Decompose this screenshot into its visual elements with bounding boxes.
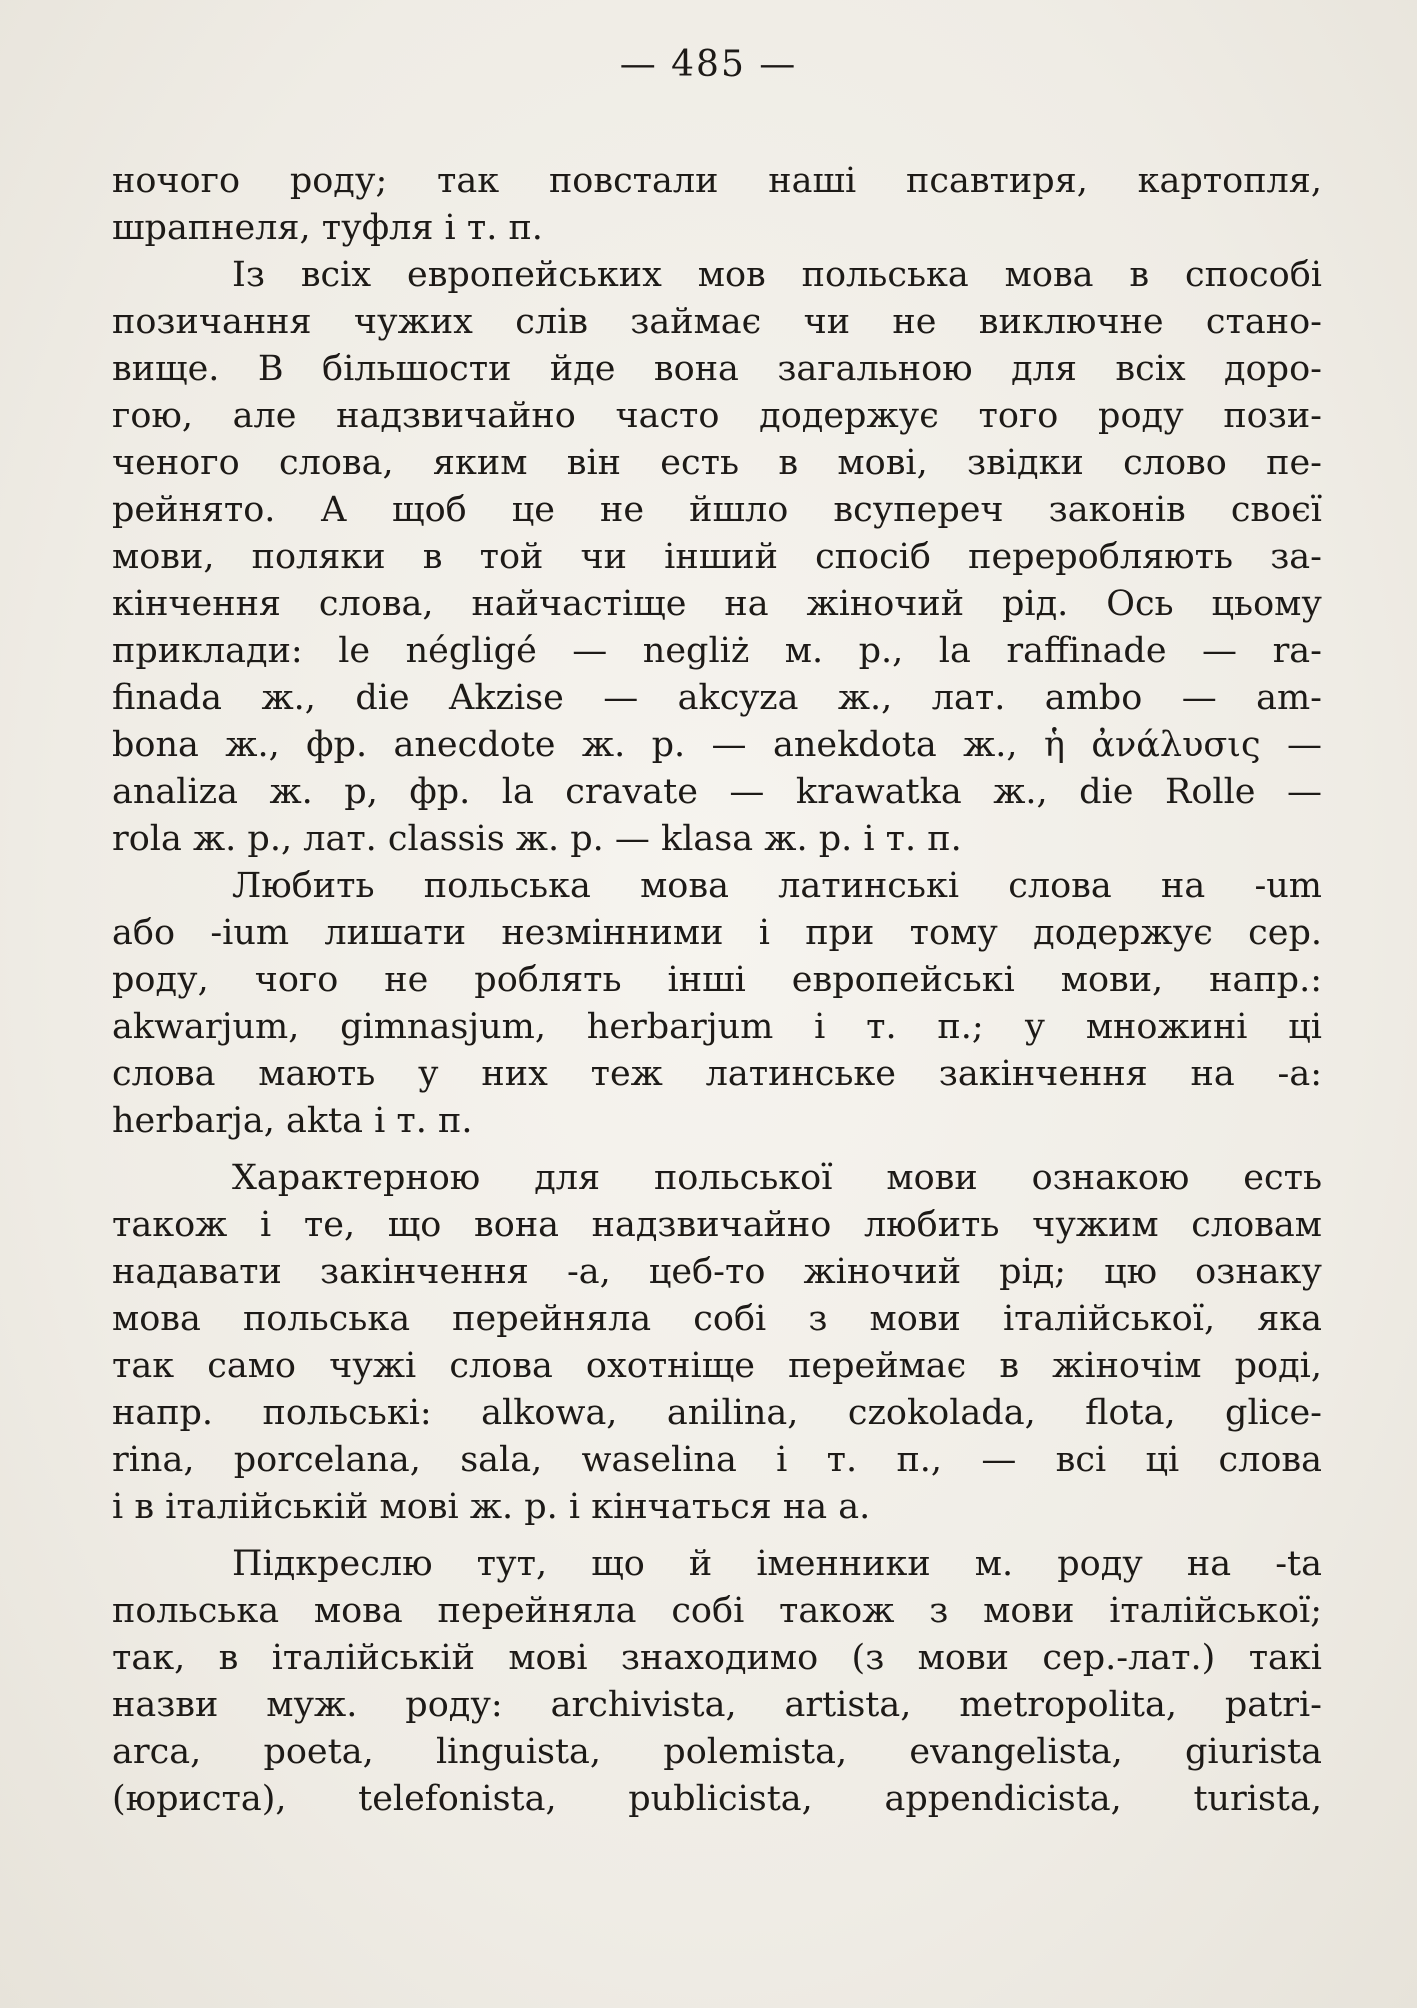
text-line: позичання чужих слів займає чи не виключне стано- bbox=[112, 302, 1322, 342]
text-line: слова мають у них теж латинське закінчення на -a: bbox=[112, 1054, 1322, 1094]
page-number: — 485 — bbox=[619, 44, 798, 85]
text-line: напр. польські: alkowa, anilina, czokolada, flota, glice- bbox=[112, 1393, 1322, 1433]
text-line: мови, поляки в той чи інший спосіб переробляють за- bbox=[112, 537, 1322, 577]
text-line: надавати закінчення -a, цеб-то жіночий рід; цю ознаку bbox=[112, 1252, 1322, 1292]
text-line: польська мова перейняла собі також з мови італійської; bbox=[112, 1591, 1322, 1631]
text-line: назви муж. роду: archivista, artista, metropolita, patri- bbox=[112, 1685, 1322, 1725]
text-line: Із всіх европейських мов польська мова в способі bbox=[232, 255, 1322, 295]
text-line: (юриста), telefonista, publicista, appendicista, turista, bbox=[112, 1779, 1322, 1819]
text-line: analiza ж. р, фр. la cravate — krawatka ж., die Rolle — bbox=[112, 772, 1322, 812]
text-line: мова польська перейняла собі з мови італійської, яка bbox=[112, 1299, 1322, 1339]
text-line: приклади: le négligé — negliż м. р., la raffinade — ra- bbox=[112, 631, 1322, 671]
text-line: ченого слова, яким він есть в мові, звідки слово пе- bbox=[112, 443, 1322, 483]
text-line: rina, porcelana, sala, waselina і т. п., — всі ці слова bbox=[112, 1440, 1322, 1480]
text-line: herbarja, akta і т. п. bbox=[112, 1101, 473, 1141]
text-line: роду, чого не роблять інші европейські мови, напр.: bbox=[112, 960, 1322, 1000]
text-line: рейнято. А щоб це не йшло всупереч законів своєї bbox=[112, 490, 1322, 530]
text-line: akwarjum, gimnasjum, herbarjum і т. п.; у множині ці bbox=[112, 1007, 1322, 1047]
text-line: так само чужі слова охотніще переймає в жіночім роді, bbox=[112, 1346, 1322, 1386]
text-line: вище. В більшости йде вона загальною для всіх доро- bbox=[112, 349, 1322, 389]
text-line: також і те, що вона надзвичайно любить чужим словам bbox=[112, 1205, 1322, 1245]
text-line: finada ж., die Akzise — akcyza ж., лат. ambo — am- bbox=[112, 678, 1322, 718]
text-line: Любить польська мова латинські слова на -um bbox=[232, 866, 1322, 906]
text-line: Підкреслю тут, що й іменники м. роду на -ta bbox=[232, 1544, 1322, 1584]
body-text bbox=[112, 158, 1322, 1823]
text-line: і в італійській мові ж. р. і кінчаться на a. bbox=[112, 1487, 871, 1527]
text-line: arca, poeta, linguista, polemista, evangelista, giurista bbox=[112, 1732, 1322, 1772]
text-line: гою, але надзвичайно часто додержує того роду пози- bbox=[112, 396, 1322, 436]
text-line: rola ж. р., лат. classis ж. р. — klasa ж. р. і т. п. bbox=[112, 819, 962, 859]
text-line: кінчення слова, найчастіще на жіночий рід. Ось цьому bbox=[112, 584, 1322, 624]
text-line: або -ium лишати незмінними і при тому додержує сер. bbox=[112, 913, 1322, 953]
text-line: Характерною для польської мови ознакою есть bbox=[232, 1158, 1322, 1198]
text-line: шрапнеля, туфля і т. п. bbox=[112, 208, 543, 248]
text-line: bona ж., фр. anecdote ж. р. — anekdota ж., ἡ ἀνάλυσις — bbox=[112, 725, 1322, 765]
text-line: ночого роду; так повстали наші псавтиря, картопля, bbox=[112, 161, 1322, 201]
text-line: так, в італійській мові знаходимо (з мови сер.-лат.) такі bbox=[112, 1638, 1322, 1678]
